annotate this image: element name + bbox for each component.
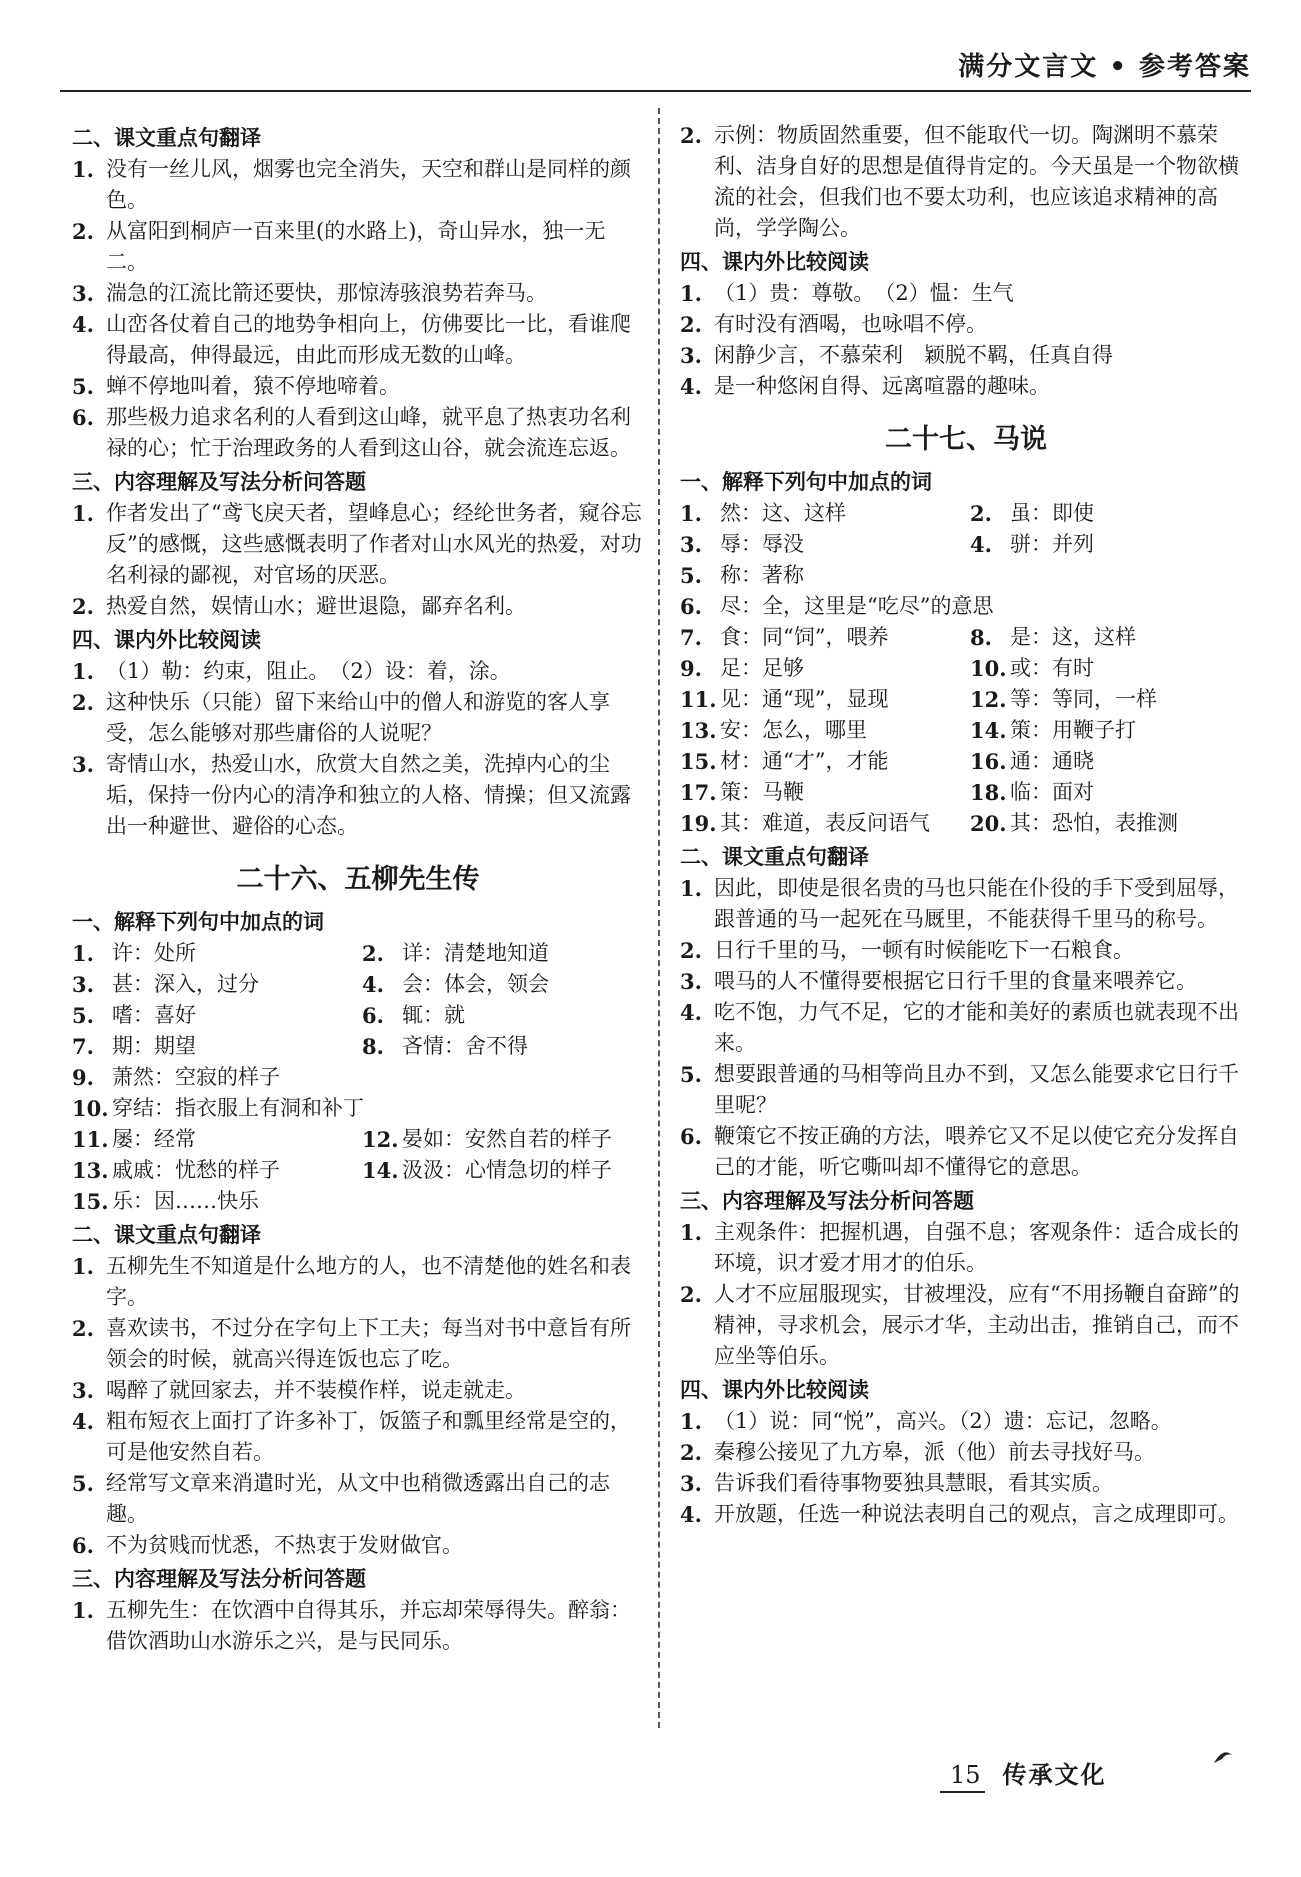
item-text: 喂马的人不懂得要根据它日行千里的食量来喂养它。 [714, 969, 1197, 993]
item-number: 19. [680, 811, 717, 836]
item-number: 3. [72, 281, 94, 306]
item-number: 17. [680, 780, 717, 805]
item-number: 2. [680, 1282, 702, 1307]
vocab-item [970, 622, 1252, 653]
item-number: 4. [362, 972, 384, 997]
answer-item [72, 371, 644, 402]
vocab-item [970, 715, 1252, 746]
item-text: 虽：即使 [1010, 501, 1094, 525]
answer-list [680, 120, 1252, 244]
answer-item [680, 1121, 1252, 1183]
item-text: 材：通“才”，才能 [720, 749, 889, 773]
item-text: 五柳先生不知道是什么地方的人，也不清楚他的姓名和表字。 [106, 1254, 631, 1309]
vocab-item [72, 938, 354, 969]
answer-item [680, 935, 1252, 966]
item-number: 1. [680, 1220, 702, 1245]
vocab-item [970, 777, 1252, 808]
item-number: 6. [72, 1533, 94, 1558]
vocab-item [72, 1093, 644, 1124]
answer-item [680, 1437, 1252, 1468]
vocab-item [72, 1031, 354, 1062]
item-number: 16. [970, 749, 1007, 774]
item-number: 2. [72, 690, 94, 715]
vocab-item [970, 808, 1252, 839]
item-text: 详：清楚地知道 [402, 941, 549, 965]
item-text: 许：处所 [112, 941, 196, 965]
vocab-item [362, 1124, 644, 1155]
answer-item [680, 873, 1252, 935]
item-text: 会：体会，领会 [402, 972, 549, 996]
item-text: 安：怎么，哪里 [720, 718, 867, 742]
item-number: 4. [72, 312, 94, 337]
item-text: 这种快乐（只能）留下来给山中的僧人和游览的客人享受，怎么能够对那些庸俗的人说呢？ [106, 690, 610, 745]
item-number: 1. [680, 281, 702, 306]
vocab-item [362, 969, 644, 1000]
item-text: 通：通晓 [1010, 749, 1094, 773]
item-text: 粗布短衣上面打了许多补丁，饭篮子和瓢里经常是空的，可是他安然自若。 [106, 1409, 631, 1464]
answer-item [72, 1468, 644, 1530]
vocab-item [72, 1000, 354, 1031]
item-number: 12. [362, 1127, 399, 1152]
answer-item [72, 1530, 644, 1561]
item-text: 等：等同，一样 [1010, 687, 1157, 711]
answer-item [72, 1313, 644, 1375]
item-text: 萧然：空寂的样子 [112, 1065, 280, 1089]
column-divider [658, 108, 660, 1728]
item-text: 不为贫贱而忧悉，不热衷于发财做官。 [106, 1533, 463, 1557]
vocab-item [680, 498, 962, 529]
answer-item [72, 591, 644, 622]
vocab-item [970, 653, 1252, 684]
chapter-title: 二十六、五柳先生传 [236, 864, 480, 895]
item-text: 作者发出了“鸢飞戾天者，望峰息心；经纶世务者，窥谷忘反”的感慨，这些感慨表明了作者对山水风光的热爱，对功名利禄的鄙视，对官场的厌恶。 [106, 501, 642, 587]
item-number: 5. [680, 563, 702, 588]
item-number: 5. [72, 374, 94, 399]
vocab-item [72, 1062, 644, 1093]
vocab-item [680, 653, 962, 684]
item-text: 热爱自然，娱情山水；避世退隐，鄙弃名利。 [106, 594, 526, 618]
item-text: 辄：就 [402, 1003, 465, 1027]
section-heading: 一、解释下列句中加点的词 [72, 910, 324, 934]
item-number: 7. [72, 1034, 94, 1059]
item-number: 9. [680, 656, 702, 681]
item-number: 3. [680, 343, 702, 368]
item-text: 日行千里的马，一顿有时候能吃下一石粮食。 [714, 938, 1134, 962]
answer-item [72, 278, 644, 309]
item-text: 山峦各仗着自己的地势争相向上，仿佛要比一比，看谁爬得最高，伸得最远，由此而形成无数的山峰。 [106, 312, 631, 367]
item-text: 想要跟普通的马相等尚且办不到，又怎么能要求它日行千里呢？ [714, 1062, 1239, 1117]
item-number: 2. [362, 941, 384, 966]
item-text: 辱：辱没 [720, 532, 804, 556]
section-heading: 一、解释下列句中加点的词 [680, 470, 932, 494]
item-number: 10. [72, 1096, 109, 1121]
answer-item [72, 402, 644, 464]
vocab-item [680, 684, 962, 715]
item-number: 18. [970, 780, 1007, 805]
publisher-brand: 传承文化 [1002, 1761, 1107, 1789]
item-number: 14. [970, 718, 1007, 743]
answer-item [680, 1499, 1252, 1530]
vocab-item [680, 777, 962, 808]
answer-item [680, 1468, 1252, 1499]
item-number: 1. [680, 1409, 702, 1434]
answer-item [72, 309, 644, 371]
item-text: 穿结：指衣服上有洞和补丁 [112, 1096, 364, 1120]
publisher-logo-icon [1210, 1745, 1236, 1771]
item-number: 6. [362, 1003, 384, 1028]
item-number: 4. [72, 1409, 94, 1434]
item-text: 是：这，这样 [1010, 625, 1136, 649]
answer-item [680, 966, 1252, 997]
item-number: 2. [680, 1440, 702, 1465]
answer-item [72, 749, 644, 842]
item-number: 13. [72, 1158, 109, 1183]
item-text: 从富阳到桐庐一百来里(的水路上)，奇山异水，独一无二。 [106, 219, 606, 274]
item-number: 4. [680, 1502, 702, 1527]
item-text: 喜欢读书，不过分在字句上下工夫；每当对书中意旨有所领会的时候，就高兴得连饭也忘了吃。 [106, 1316, 631, 1371]
section-heading: 二、课文重点句翻译 [72, 126, 261, 150]
item-number: 11. [72, 1127, 109, 1152]
item-text: 吃不饱，力气不足，它的才能和美好的素质也就表现不出来。 [714, 1000, 1239, 1055]
answer-item [72, 1375, 644, 1406]
answer-list [72, 1251, 644, 1561]
item-number: 10. [970, 656, 1007, 681]
item-text: 期：期望 [112, 1034, 196, 1058]
item-text: 寄情山水，热爱山水，欣赏大自然之美，洗掉内心的尘垢，保持一份内心的清净和独立的人格、情操；但又流露出一种避世、避俗的心态。 [106, 752, 631, 838]
section-heading: 二、课文重点句翻译 [72, 1223, 261, 1247]
left-column [72, 120, 644, 1657]
answer-item [680, 278, 1252, 309]
page-header [60, 40, 1251, 92]
item-number: 2. [970, 501, 992, 526]
header-title: 满分文言文 • 参考答案 [958, 52, 1251, 82]
section-heading: 三、内容理解及写法分析问答题 [72, 470, 366, 494]
item-text: （1）贵：尊敬。 （2）愠：生气 [714, 281, 1014, 305]
vocab-item [72, 1124, 354, 1155]
item-number: 3. [72, 752, 94, 777]
item-number: 8. [970, 625, 992, 650]
item-number: 5. [72, 1003, 94, 1028]
vocab-item [970, 746, 1252, 777]
answer-list [680, 278, 1252, 402]
section-heading: 四、课内外比较阅读 [72, 628, 261, 652]
item-number: 20. [970, 811, 1007, 836]
answer-item [680, 120, 1252, 244]
item-text: 那些极力追求名利的人看到这山峰，就平息了热衷功名利禄的心；忙于治理政务的人看到这山谷，就会流连忘返。 [106, 405, 631, 460]
item-number: 7. [680, 625, 702, 650]
item-text: 闲静少言，不慕荣利 颖脱不羁，任真自得 [714, 343, 1113, 367]
item-number: 2. [72, 1316, 94, 1341]
item-text: 人才不应屈服现实，甘被埋没，应有“不用扬鞭自奋蹄”的精神，寻求机会，展示才华，主动出击，推销自己，而不应坐等伯乐。 [714, 1282, 1240, 1368]
answer-list [72, 498, 644, 622]
vocab-item [680, 622, 962, 653]
answer-item [680, 1279, 1252, 1372]
item-text: 汲汲：心情急切的样子 [402, 1158, 612, 1182]
section-heading: 四、课内外比较阅读 [680, 1378, 869, 1402]
answer-item [680, 309, 1252, 340]
vocab-grid [72, 938, 644, 1217]
item-text: 乐：因……快乐 [112, 1189, 259, 1213]
answer-list [72, 1595, 644, 1657]
page-number: 15 [940, 1761, 985, 1793]
answer-item [72, 1595, 644, 1657]
item-number: 3. [680, 969, 702, 994]
item-number: 1. [72, 501, 94, 526]
vocab-item [680, 808, 962, 839]
item-number: 12. [970, 687, 1007, 712]
item-text: 或：有时 [1010, 656, 1094, 680]
item-text: 策：用鞭子打 [1010, 718, 1136, 742]
item-number: 1. [72, 659, 94, 684]
item-text: （1）说：同“悦”，高兴。（2）遗：忘记，忽略。 [714, 1409, 1172, 1433]
vocab-item [970, 498, 1252, 529]
item-text: 足：足够 [720, 656, 804, 680]
item-text: 称：著称 [720, 563, 804, 587]
answer-item [680, 1059, 1252, 1121]
vocab-item [680, 715, 962, 746]
vocab-item [362, 1155, 644, 1186]
vocab-item [362, 1000, 644, 1031]
item-number: 2. [680, 123, 702, 148]
item-number: 1. [72, 1254, 94, 1279]
answer-item [72, 1406, 644, 1468]
chapter-title: 二十七、马说 [885, 424, 1047, 455]
item-text: 经常写文章来消遣时光，从文中也稍微透露出自己的志趣。 [106, 1471, 610, 1526]
answer-item [680, 1217, 1252, 1279]
vocab-item [680, 591, 1252, 622]
item-text: 鞭策它不按正确的方法，喂养它又不足以使它充分发挥自己的才能，听它嘶叫却不懂得它的意思。 [714, 1124, 1239, 1179]
item-number: 15. [680, 749, 717, 774]
item-text: （1）勒：约束，阻止。 （2）设：着，涂。 [106, 659, 511, 683]
vocab-item [680, 746, 962, 777]
item-text: 因此，即使是很名贵的马也只能在仆役的手下受到屈辱，跟普通的马一起死在马厩里，不能获得千里马的称号。 [714, 876, 1239, 931]
item-number: 4. [680, 374, 702, 399]
item-number: 6. [680, 594, 702, 619]
answer-item [72, 687, 644, 749]
vocab-item [362, 1031, 644, 1062]
answer-list [680, 873, 1252, 1183]
item-number: 1. [72, 157, 94, 182]
answer-list [72, 656, 644, 842]
item-text: 主观条件：把握机遇，自强不息；客观条件：适合成长的环境，识才爱才用才的伯乐。 [714, 1220, 1239, 1275]
vocab-item [72, 1155, 354, 1186]
item-number: 4. [680, 1000, 702, 1025]
vocab-item [970, 529, 1252, 560]
item-text: 有时没有酒喝，也咏唱不停。 [714, 312, 987, 336]
item-text: 吝情：舍不得 [402, 1034, 528, 1058]
section-heading: 三、内容理解及写法分析问答题 [72, 1567, 366, 1591]
answer-item [680, 371, 1252, 402]
right-column [680, 120, 1252, 1530]
answer-item [680, 997, 1252, 1059]
answer-item [72, 216, 644, 278]
item-text: 骈：并列 [1010, 532, 1094, 556]
vocab-item [970, 684, 1252, 715]
item-text: 屡：经常 [112, 1127, 196, 1151]
item-text: 其：恐怕，表推测 [1010, 811, 1178, 835]
item-text: 没有一丝儿风，烟雾也完全消失，天空和群山是同样的颜色。 [106, 157, 631, 212]
answer-item [680, 340, 1252, 371]
item-number: 3. [680, 1471, 702, 1496]
answer-item [72, 498, 644, 591]
item-number: 3. [72, 972, 94, 997]
item-text: 是一种悠闲自得、远离喧嚣的趣味。 [714, 374, 1050, 398]
item-number: 9. [72, 1065, 94, 1090]
item-number: 2. [72, 219, 94, 244]
item-number: 1. [72, 1598, 94, 1623]
page-footer [940, 1755, 1107, 1795]
item-text: 嗜：喜好 [112, 1003, 196, 1027]
answer-list [72, 154, 644, 464]
item-text: 其：难道，表反问语气 [720, 811, 930, 835]
item-number: 11. [680, 687, 717, 712]
item-text: 湍急的江流比箭还要快，那惊涛骇浪势若奔马。 [106, 281, 547, 305]
item-text: 告诉我们看待事物要独具慧眼，看其实质。 [714, 1471, 1113, 1495]
answer-item [72, 656, 644, 687]
answer-item [680, 1406, 1252, 1437]
answer-item [72, 154, 644, 216]
item-number: 1. [72, 941, 94, 966]
item-number: 13. [680, 718, 717, 743]
item-text: 示例：物质固然重要，但不能取代一切。陶渊明不慕荣利、洁身自好的思想是值得肯定的。今天虽是一个物欲横流的社会，但我们也不要太功利，也应该追求精神的高尚，学学陶公。 [714, 123, 1239, 240]
item-text: 甚：深入，过分 [112, 972, 259, 996]
item-number: 8. [362, 1034, 384, 1059]
item-number: 3. [680, 532, 702, 557]
vocab-grid [680, 498, 1252, 839]
item-text: 戚戚：忧愁的样子 [112, 1158, 280, 1182]
item-number: 1. [680, 501, 702, 526]
item-number: 2. [680, 312, 702, 337]
item-text: 尽：全，这里是“吃尽”的意思 [720, 594, 994, 618]
item-text: 晏如：安然自若的样子 [402, 1127, 612, 1151]
section-heading: 二、课文重点句翻译 [680, 845, 869, 869]
section-heading: 三、内容理解及写法分析问答题 [680, 1189, 974, 1213]
item-number: 6. [72, 405, 94, 430]
item-number: 5. [680, 1062, 702, 1087]
item-number: 2. [680, 938, 702, 963]
item-number: 5. [72, 1471, 94, 1496]
answer-item [72, 1251, 644, 1313]
section-heading: 四、课内外比较阅读 [680, 250, 869, 274]
vocab-item [680, 560, 1252, 591]
item-text: 五柳先生：在饮酒中自得其乐，并忘却荣辱得失。醉翁：借饮酒助山水游乐之兴，是与民同乐。 [106, 1598, 631, 1653]
item-text: 开放题，任选一种说法表明自己的观点，言之成理即可。 [714, 1502, 1239, 1526]
answer-list [680, 1406, 1252, 1530]
answer-list [680, 1217, 1252, 1372]
item-text: 食：同“饲”，喂养 [720, 625, 889, 649]
item-number: 2. [72, 594, 94, 619]
item-text: 见：通“现”，显现 [720, 687, 889, 711]
item-number: 1. [680, 876, 702, 901]
item-text: 然：这、这样 [720, 501, 846, 525]
vocab-item [680, 529, 962, 560]
item-number: 14. [362, 1158, 399, 1183]
item-number: 6. [680, 1124, 702, 1149]
vocab-item [72, 1186, 644, 1217]
item-number: 4. [970, 532, 992, 557]
item-number: 15. [72, 1189, 109, 1214]
vocab-item [362, 938, 644, 969]
vocab-item [72, 969, 354, 1000]
item-text: 喝醉了就回家去，并不装模作样，说走就走。 [106, 1378, 526, 1402]
item-text: 临：面对 [1010, 780, 1094, 804]
item-number: 3. [72, 1378, 94, 1403]
item-text: 蝉不停地叫着，猿不停地啼着。 [106, 374, 400, 398]
item-text: 策：马鞭 [720, 780, 804, 804]
item-text: 秦穆公接见了九方皋，派（他）前去寻找好马。 [714, 1440, 1155, 1464]
